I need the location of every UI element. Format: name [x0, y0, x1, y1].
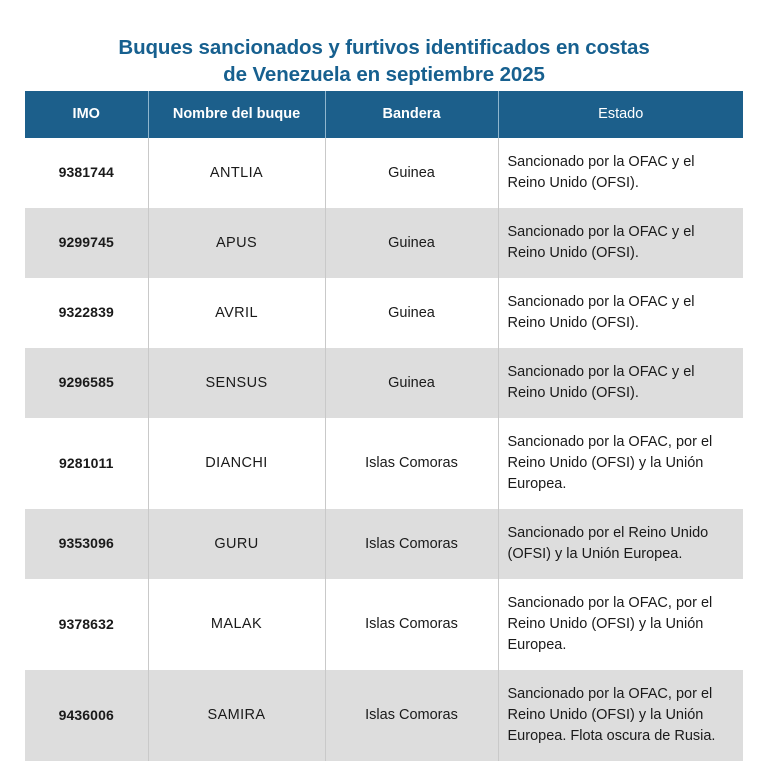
cell-status: Sancionado por la OFAC y el Reino Unido (OFSI).	[507, 364, 695, 402]
column-header-status: Estado	[498, 91, 743, 138]
vessels-table-container	[25, 91, 743, 761]
cell-imo: 9281011	[25, 418, 148, 509]
column-header-name: Nombre del buque	[148, 91, 325, 138]
cell-flag: Guinea	[325, 278, 498, 348]
table-row	[25, 418, 743, 509]
cell-vessel-name: SAMIRA	[148, 670, 325, 761]
cell-status: Sancionado por la OFAC y el Reino Unido (OFSI).	[507, 224, 695, 262]
table-row	[25, 348, 743, 418]
cell-flag: Guinea	[325, 348, 498, 418]
page-title-line-2: de Venezuela en septiembre 2025	[223, 63, 545, 87]
cell-flag: Guinea	[325, 138, 498, 208]
cell-vessel-name: APUS	[148, 208, 325, 278]
cell-flag: Islas Comoras	[325, 418, 498, 509]
cell-status: Sancionado por la OFAC y el Reino Unido (OFSI).	[507, 154, 695, 192]
cell-status: Sancionado por la OFAC, por el Reino Unido (OFSI) y la Unión Europea.	[507, 595, 713, 654]
cell-status: Sancionado por la OFAC, por el Reino Unido (OFSI) y la Unión Europea.	[507, 434, 713, 493]
cell-status: Sancionado por el Reino Unido (OFSI) y la Unión Europea.	[507, 525, 709, 563]
cell-vessel-name: ANTLIA	[148, 138, 325, 208]
table-row	[25, 138, 743, 208]
table-row	[25, 670, 743, 761]
page-title	[0, 0, 768, 88]
column-header-flag: Bandera	[325, 91, 498, 138]
cell-vessel-name: DIANCHI	[148, 418, 325, 509]
table-row	[25, 278, 743, 348]
vessels-table	[25, 91, 743, 761]
cell-imo: 9381744	[25, 138, 148, 208]
page-title-line-1: Buques sancionados y furtivos identificados en costas	[118, 36, 650, 59]
table-header	[25, 91, 743, 138]
table-header-row	[25, 91, 743, 138]
cell-imo: 9378632	[25, 579, 148, 670]
table-body	[25, 138, 743, 761]
cell-vessel-name: GURU	[148, 509, 325, 579]
table-row	[25, 579, 743, 670]
cell-imo: 9322839	[25, 278, 148, 348]
column-header-imo: IMO	[25, 91, 148, 138]
cell-flag: Islas Comoras	[325, 670, 498, 761]
cell-vessel-name: MALAK	[148, 579, 325, 670]
table-row	[25, 509, 743, 579]
cell-status: Sancionado por la OFAC, por el Reino Unido (OFSI) y la Unión Europea. Flota oscura de Rusia.	[507, 686, 716, 745]
cell-vessel-name: SENSUS	[148, 348, 325, 418]
cell-vessel-name: AVRIL	[148, 278, 325, 348]
cell-flag: Islas Comoras	[325, 509, 498, 579]
cell-status: Sancionado por la OFAC y el Reino Unido (OFSI).	[507, 294, 695, 332]
cell-flag: Guinea	[325, 208, 498, 278]
table-row	[25, 208, 743, 278]
cell-imo: 9436006	[25, 670, 148, 761]
cell-imo: 9296585	[25, 348, 148, 418]
cell-imo: 9299745	[25, 208, 148, 278]
cell-imo: 9353096	[25, 509, 148, 579]
cell-flag: Islas Comoras	[325, 579, 498, 670]
